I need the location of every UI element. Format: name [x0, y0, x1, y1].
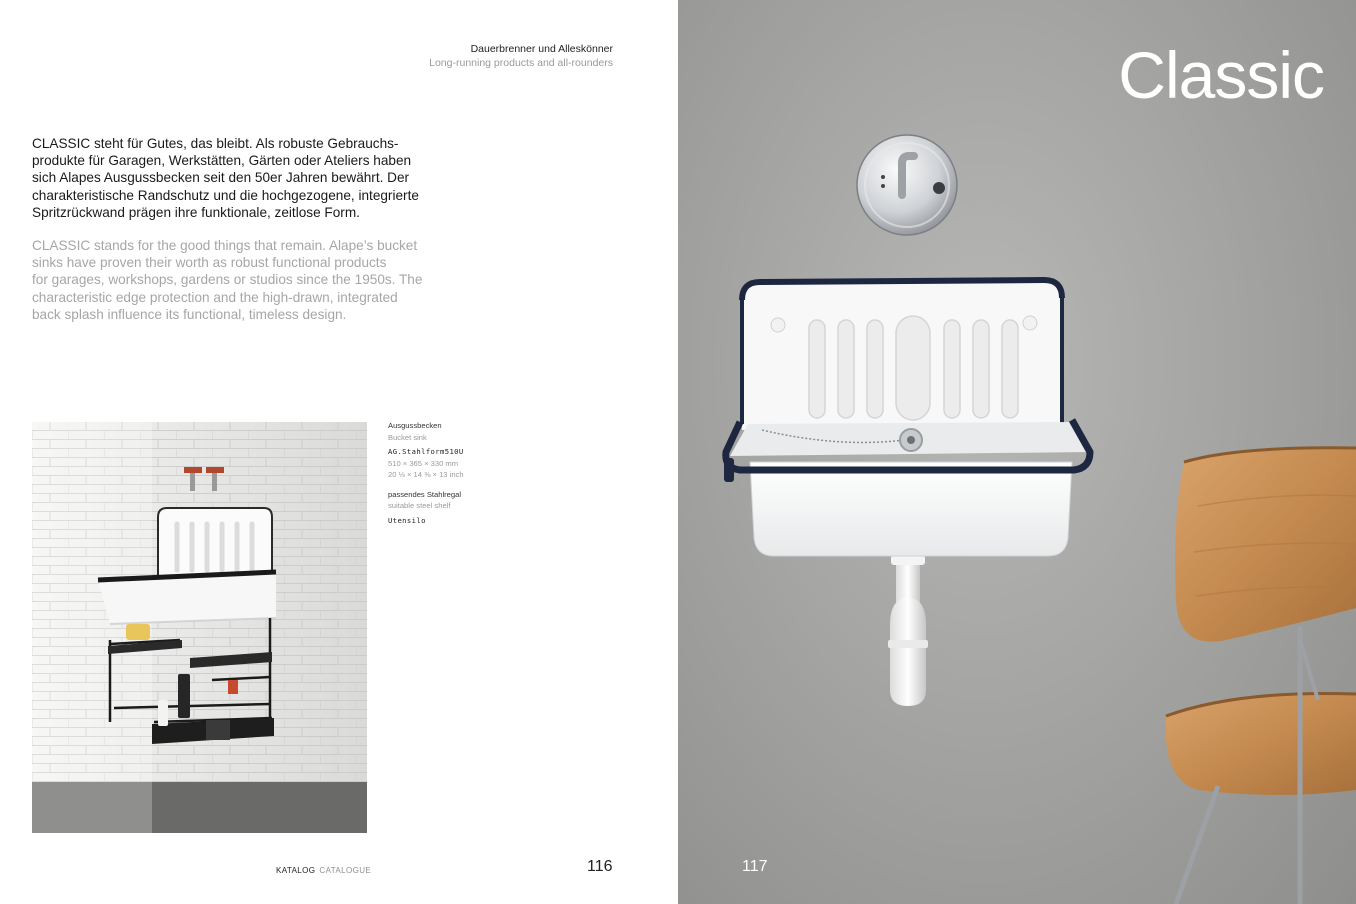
page-number-right: 117	[742, 858, 768, 875]
sink-with-shelf-illustration	[32, 422, 367, 833]
intro-en-line: characteristic edge protection and the high-drawn, integrated	[32, 289, 398, 305]
intro-de-line: sich Alapes Ausgussbecken seit den 50er Jahren bewährt. Der	[32, 170, 410, 186]
caption-dimensions-mm: 510 × 365 × 330 mm	[388, 458, 459, 468]
caption-accessory-en: suitable steel shelf	[388, 501, 451, 510]
page-number-left: 116	[587, 858, 613, 875]
intro-de-line: CLASSIC steht für Gutes, das bleibt. Als robuste Gebrauchs-	[32, 136, 399, 151]
product-caption	[388, 420, 508, 526]
bucket-sink	[724, 280, 1090, 556]
intro-de-line: charakteristische Randschutz und die hochgezogene, integrierte	[32, 187, 419, 203]
section-title: Classic	[1118, 38, 1324, 112]
footer-catalogue-label	[276, 866, 371, 875]
footer-katalog: KATALOG	[276, 866, 316, 875]
bucket-sink-photo	[678, 0, 1356, 904]
caption-dimensions-inch: 20 ⅛ × 14 ⅜ × 13 inch	[388, 470, 464, 479]
header-title-en: Long-running products and all-rounders	[429, 57, 613, 69]
intro-text-de	[32, 135, 452, 221]
intro-en-line: sinks have proven their worth as robust functional products	[32, 255, 387, 271]
intro-de-line: Spritzrückwand prägen ihre funktionale, zeitlose Form.	[32, 204, 360, 220]
intro-en-line: for garages, workshops, gardens or studios since the 1950s. The	[32, 272, 423, 288]
intro-de-line: produkte für Garagen, Werkstätten, Gärten oder Ateliers haben	[32, 153, 412, 169]
product-photo-sink-with-shelf	[32, 422, 367, 833]
header-title-de: Dauerbrenner und Alleskönner	[470, 43, 613, 55]
caption-product-en: Bucket sink	[388, 432, 427, 442]
caption-product-de: Ausgussbecken	[388, 421, 442, 430]
caption-model: AG.Stahlform510U	[388, 447, 464, 456]
wooden-chair	[1166, 448, 1356, 904]
drain-pipe	[888, 548, 928, 706]
wall-tap-icon	[857, 135, 957, 235]
caption-accessory-de: passendes Stahlregal	[388, 489, 462, 499]
intro-text-en	[32, 237, 452, 323]
caption-spacer	[388, 481, 508, 489]
footer-catalogue: CATALOGUE	[319, 866, 372, 875]
right-page-photo	[678, 0, 1356, 904]
intro-en-line: back splash influence its functional, timeless design.	[32, 306, 347, 322]
intro-en-line: CLASSIC stands for the good things that remain. Alape’s bucket	[32, 238, 418, 253]
caption-accessory-model: Utensilo	[388, 515, 426, 525]
